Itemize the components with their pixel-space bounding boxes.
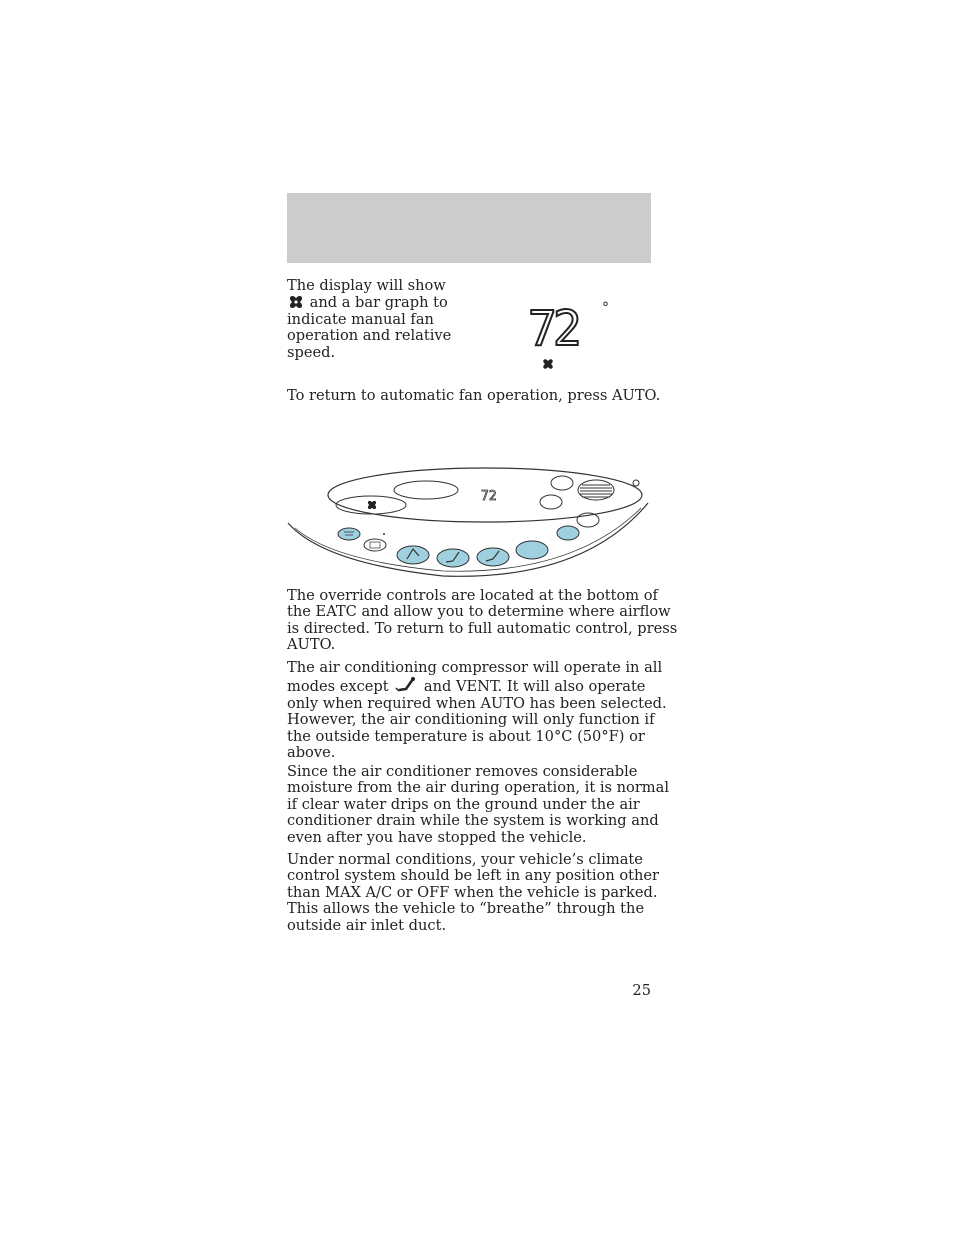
front-defrost-button[interactable]	[338, 528, 360, 540]
panel-mode-button[interactable]	[397, 546, 429, 564]
vent-button[interactable]	[557, 526, 579, 540]
moisture-paragraph: Since the air conditioner removes considerable moisture from the air during operation, it is normal if clear water drips on the ground under the air conditioner drain while the system is working and even after you have stopped the vehicle.	[287, 763, 669, 846]
ac-paragraph: The air conditioning compressor will operate in all modes except and VENT. It will also operate only when required when AUTO has been selected. However, the air conditioning will only function if the outside temperature is about 10°C (50°F) or above.	[287, 659, 667, 762]
temp-button[interactable]	[394, 481, 458, 499]
floor-mode-button[interactable]	[437, 549, 469, 567]
degree-symbol: °	[602, 300, 609, 316]
climate-display-figure	[520, 295, 620, 375]
rear-defrost-button[interactable]	[364, 533, 386, 551]
normal-conditions-paragraph: Under normal conditions, your vehicle’s climate control system should be left in any position other than MAX A/C or OFF when the vehicle is parked. This allows the vehicle to “breathe” through the outside air inlet duct.	[287, 851, 660, 934]
fan-icon	[287, 294, 305, 310]
override-paragraph: The override controls are located at the bottom of the EATC and allow you to determine where airflow is directed. To return to full automatic control, press AUTO.	[287, 587, 678, 654]
eatc-control-panel-figure	[283, 463, 655, 585]
panel-temperature: 72	[481, 489, 497, 504]
section-header-band	[287, 193, 651, 263]
display-temperature: 72	[528, 301, 578, 357]
floor-defrost-mode-button[interactable]	[477, 548, 509, 566]
floor-mode-icon	[393, 676, 419, 694]
sensor-dot	[633, 480, 639, 486]
auto-button[interactable]	[551, 476, 573, 490]
page-number: 25	[632, 982, 651, 999]
fan-icon	[367, 500, 377, 510]
return-auto-text: To return to automatic fan operation, press AUTO.	[287, 387, 661, 404]
recirc-button[interactable]	[578, 480, 614, 500]
display-description: The display will show and a bar graph to indicate manual fan operation and relative speed.	[287, 277, 452, 361]
display-fan-icon	[542, 358, 554, 370]
off-button[interactable]	[540, 495, 562, 509]
max-ac-button[interactable]	[516, 541, 548, 559]
